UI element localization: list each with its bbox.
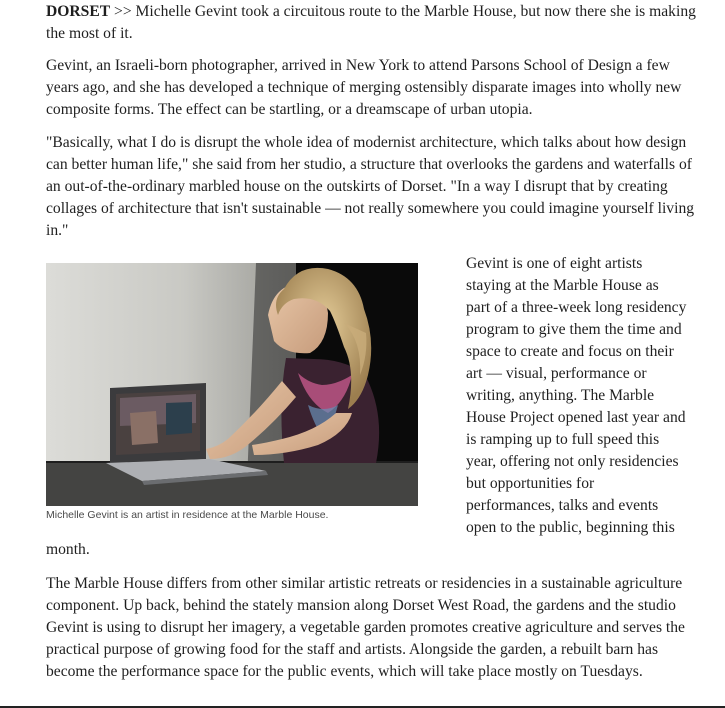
- dateline-separator: >>: [110, 3, 136, 20]
- paragraph-3: "Basically, what I do is disrupt the whole idea of modernist architecture, which talks about how design can better human life," she said from her studio, a structure that overlooks the gardens and waterfalls of an out-of-the-ordinary marbled house on the outskirts of Dorset. "In a way I disrupt that by creating collages of architecture that isn't sustainable — not really somewhere you could imagine yourself living in.": [46, 134, 695, 239]
- paragraph-4-line: staying at the Marble House as: [466, 277, 659, 294]
- dateline: DORSET: [46, 3, 111, 20]
- paragraph-4-line: Gevint is one of eight artists: [466, 255, 643, 272]
- paragraph-4-end: month.: [46, 541, 90, 558]
- paragraph-4-line: performances, talks and events: [466, 497, 659, 514]
- paragraph-5: The Marble House differs from other similar artistic retreats or residencies in a sustainable agriculture component. Up back, behind the stately mansion along Dorset West Road, the gardens and the studio Gevint is using to disrupt her imagery, a vegetable garden promotes creative agriculture and serves the practical purpose of growing food for the staff and artists. Alongside the garden, a rebuilt barn has become the performance space for the public events, which will take place mostly on Tuesdays.: [46, 575, 685, 680]
- paragraph-4-line: space to create and focus on their: [466, 343, 674, 360]
- paragraph-4: [466, 253, 706, 539]
- paragraph-4-line: art — visual, performance or: [466, 365, 647, 382]
- photo-caption: Michelle Gevint is an artist in residence at the Marble House.: [46, 509, 329, 521]
- paragraph-2: Gevint, an Israeli-born photographer, arrived in New York to attend Parsons School of Design a few years ago, and she has developed a technique of merging ostensibly disparate images into wholly new composite forms. The effect can be startling, or a dreamscape of urban utopia.: [46, 57, 682, 118]
- paragraph-4-line: part of a three-week long residency: [466, 299, 687, 316]
- article-photo: [46, 263, 418, 506]
- paragraph-4-line: House Project opened last year and: [466, 409, 686, 426]
- paragraph-4-line: but opportunities for: [466, 475, 595, 492]
- paragraph-4-line: writing, anything. The Marble: [466, 387, 655, 404]
- lead-text: Michelle Gevint took a circuitous route to the Marble House, but now there she is making the most of it.: [46, 3, 696, 42]
- lead-paragraph: [46, 1, 701, 45]
- photo-figure: [46, 263, 418, 522]
- paragraph-4-line: year, offering not only residencies: [466, 453, 679, 470]
- paragraph-4-line: program to give them the time and: [466, 321, 682, 338]
- paragraph-4-line: is ramping up to full speed this: [466, 431, 660, 448]
- paragraph-4-line: open to the public, beginning this: [466, 519, 675, 536]
